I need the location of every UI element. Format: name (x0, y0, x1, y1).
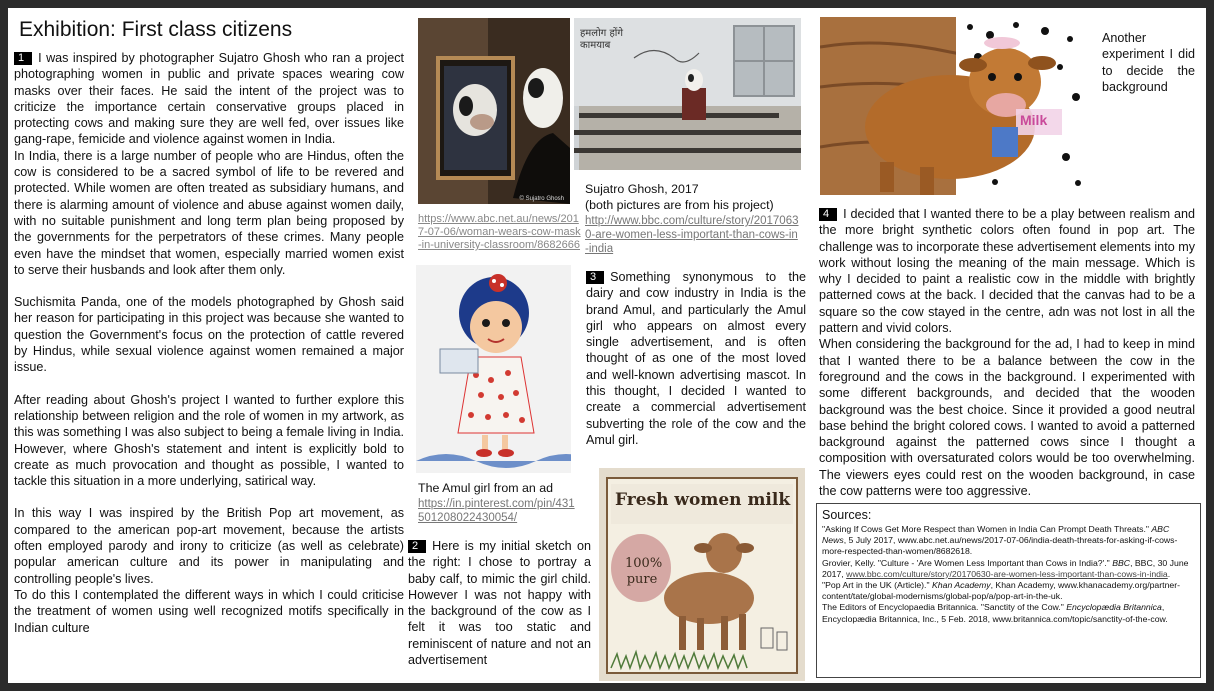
photo-source-link-1[interactable]: https://www.abc.net.au/news/2017-07-06/woman-wears-cow-mask-in-university-classroom/8682666 (418, 213, 581, 251)
source-publication: Khan Academy (931, 580, 991, 591)
source-text: "Asking If Cows Get More Respect than Women in India Can Prompt Death Threats." (822, 524, 1152, 534)
paragraph: After reading about Ghosh's project I wanted to further explore this relationship between religion and the role of women in my artwork, as this was something I was also subject to being a female living in India. However, where Ghosh's statement and intent is explicitly bold to create as much provocation and thought as possible, I wanted to tackle this situation in a more underlying, satirical way. (14, 392, 404, 489)
source-entry (822, 602, 1195, 624)
paragraph-text: Here is my initial sketch on the right: I chose to portray a baby calf, to mimic the girl child. However I was not happy with the background of the cow as I felt it was too static and reminiscent of nature and not an advertisement (408, 539, 591, 668)
ghosh-caption-line1: Sujatro Ghosh, 2017 (585, 182, 699, 196)
source-publication: ABC News (822, 524, 1170, 546)
amul-girl-image (416, 265, 571, 473)
photo-cow-mask-classroom (574, 18, 801, 170)
paragraph (586, 269, 806, 448)
source-link[interactable]: www.bbc.com/culture/story/20170630-are-women-less-important-than-cows-in-india (846, 568, 1168, 579)
sketch-tag: 100% pure (625, 556, 663, 587)
photo-source-link-2[interactable]: http://www.bbc.com/culture/story/20170630-are-women-less-important-than-cows-in-india (585, 215, 799, 255)
source-text: . (1167, 568, 1171, 579)
sources-box (816, 503, 1201, 678)
section-badge-3: 3 (586, 271, 604, 284)
background-description (819, 206, 1195, 499)
source-text: The Editors of Encyclopaedia Britannica. "Sanctity of the Cow." (822, 602, 1067, 613)
source-text: , BBC, 30 June 2017, (822, 557, 1189, 579)
source-entry (822, 580, 1195, 602)
cow-painting-experiment (820, 17, 1086, 195)
paragraph: Suchismita Panda, one of the models photographed by Ghosh said her reason for participating in this project was because she wanted to question the Government's focus on the protection of cattle revered by Hindus, while sexual violence against women remained a major issue. (14, 295, 404, 375)
paragraph: In India, there is a large number of people who are Hindus, often the cow is considered to be a sacred symbol of life to be revered and protected. While women are often treated as subsidiary humans, and there is alarming amount of violence and abuse against women daily, with no suitable punishment and long term plan being proposed by the governments for the perpetrators of these crimes. Many people even have the mindset that women, especially married women exist to serve their husbands and look after them only. (14, 148, 404, 277)
source-entry (822, 524, 1195, 558)
ghosh-caption-line2: (both pictures are from his project) (585, 198, 774, 212)
sources-heading: Sources: (822, 508, 872, 522)
section-badge-4: 4 (819, 208, 837, 221)
section-badge-2: 2 (408, 540, 426, 553)
paragraph-text: I decided that I wanted there to be a play between realism and the more bright synthetic colors often found in pop art. The challenge was to incorporate these advertisement elements into my work without losing the meaning of the main message. Which is why I decided to paint a realistic cow in the middle with brightly patterned cows at the back. I decided that the canvas had to be a square so the cow stayed in the centre, adn was not lost in all the pattern and vivid colors. (819, 207, 1195, 336)
paragraph (14, 50, 404, 148)
initial-sketch-image (599, 468, 805, 681)
document-page (8, 8, 1206, 683)
paragraph (408, 538, 591, 668)
amul-caption: The Amul girl from an ad (418, 481, 553, 495)
source-publication: BBC (1112, 557, 1131, 568)
source-text: "Pop Art in the UK (Article)." (822, 580, 932, 591)
amul-description (586, 269, 806, 448)
sketch-description (408, 538, 591, 668)
photo-cow-mask-mirror (418, 18, 570, 204)
section-badge-1: 1 (14, 52, 32, 65)
paragraph: In this way I was inspired by the British Pop art movement, as compared to the american pop-art movement, because the artists often employed parody and irony to criticize (as well as celebrate) popular american culture and its power in manipulating and controlling people's lives. (14, 506, 404, 586)
paragraph-text: I was inspired by photographer Sujatro Ghosh who ran a project photographing women in public and private spaces wearing cow masks over their faces. He said the intent of the project was to criticize the importance certain conservative groups placed in protecting cows and making sure they are well fed, over issues like gang-rape, femicide and violence against women in India. (14, 51, 404, 147)
source-text: , 5 July 2017, www.abc.net.au/news/2017-07-06/india-death-threats-for-asking-if-cows-more-respected-than-women/8682618. (822, 535, 1178, 557)
source-text: , Encyclopædia Britannica, Inc., 5 Feb. 2018, www.britannica.com/topic/sanctity-of-the-cow. (822, 602, 1168, 624)
sketch-title: Fresh women milk (615, 490, 791, 510)
paragraph: To do this I contemplated the different ways in which I could criticise the treatment of women using well recognized motifs specifically in Indian culture (14, 587, 404, 635)
source-text: Grovier, Kelly. "Culture - 'Are Women Less Important than Cows in India?'." (822, 557, 1113, 568)
source-publication: Encyclopædia Britannica (1066, 602, 1162, 613)
wall-writing: हमलोग होंगे कामयाब (580, 28, 623, 51)
experiment-caption: Another experiment I did to decide the background (1102, 31, 1195, 94)
paragraph-text: Something synonymous to the dairy and cow industry in India is the brand Amul, and particularly the Amul girl who appears on almost every single advertisement, and is often thought of as one of the most loved and well-known advertising mascot. In this thought, I decided I wanted to create a commercial advertisement subverting the role of the cow and the Amul girl. (586, 270, 806, 447)
page-title: Exhibition: First class citizens (19, 18, 293, 41)
painting-label: Milk (1020, 112, 1048, 128)
amul-source-link[interactable]: https://in.pinterest.com/pin/431501208022430054/ (418, 498, 575, 524)
paragraph: When considering the background for the ad, I had to keep in mind that I wanted there to be a balance between the cow in the foreground and the cows in the background. I experimented with some different backgrounds, and decided that the wooden background was the best choice. Since it provided a good neutral base behind the bright colored cows. I wanted to avoid a patterned background against the patterned cows since I thought a composition with oversaturated colors would be too overwhelming. The viewers eyes could rest on the wooden background, in case the cow patterns were too aggressive. (819, 337, 1195, 499)
source-entry (822, 558, 1195, 580)
paragraph (819, 206, 1195, 336)
source-text: , Khan Academy, www.khanacademy.org/partner-content/tate/global-modernisms/global-pop/a/pop-art-in-the-uk. (822, 580, 1181, 602)
photo-credit: © Sujatro Ghosh (519, 196, 564, 202)
intro-column (14, 50, 404, 636)
